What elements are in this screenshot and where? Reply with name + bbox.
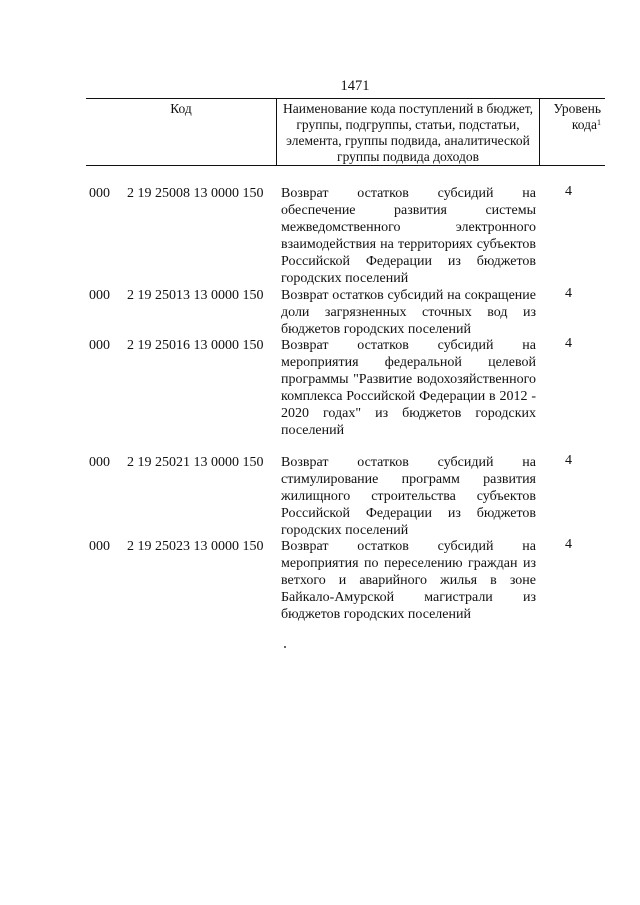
- scan-speck: [284, 646, 286, 648]
- row-code: 2 19 25013 13 0000 150: [127, 288, 264, 303]
- row-level: 4: [565, 537, 572, 552]
- page-number: 1471: [340, 78, 370, 94]
- row-level: 4: [565, 184, 572, 199]
- row-level: 4: [565, 453, 572, 468]
- row-name: Возврат остатков субсидий на стимулирование программ развития жилищного строительства субъектов Российской Федерации из бюджетов городских поселений: [281, 455, 536, 538]
- row-level: 4: [565, 286, 572, 301]
- row-code: 2 19 25016 13 0000 150: [127, 338, 264, 353]
- table-header: [86, 98, 605, 166]
- row-code: 2 19 25023 13 0000 150: [127, 539, 264, 554]
- row-level: 4: [565, 336, 572, 351]
- row-name: Возврат остатков субсидий на обеспечение развития системы межведомственного электронного взаимодействия на территориях субъектов Российской Федерации из бюджетов городских поселений: [281, 186, 536, 286]
- header-level-label: Уровень кода: [553, 101, 601, 132]
- header-level-footnote: 1: [597, 118, 601, 127]
- header-code: Код: [170, 101, 192, 116]
- row-name: Возврат остатков субсидий на мероприятия федеральной целевой программы "Развитие водохозяйственного комплекса Российской Федерации в 2012 - 2020 годах" из бюджетов городских поселений: [281, 338, 536, 438]
- row-prefix: 000: [89, 186, 110, 201]
- row-prefix: 000: [89, 288, 110, 303]
- row-code: 2 19 25021 13 0000 150: [127, 455, 264, 470]
- header-name: Наименование кода поступлений в бюджет, группы, подгруппы, статьи, подстатьи, элемента, группы подвида, аналитической группы подвида доходов: [276, 99, 540, 165]
- header-level: [540, 99, 605, 165]
- row-prefix: 000: [89, 539, 110, 554]
- row-name: Возврат остатков субсидий на сокращение доли загрязненных сточных вод из бюджетов городских поселений: [281, 288, 536, 337]
- row-code: 2 19 25008 13 0000 150: [127, 186, 264, 201]
- row-prefix: 000: [89, 338, 110, 353]
- row-prefix: 000: [89, 455, 110, 470]
- row-name: Возврат остатков субсидий на мероприятия по переселению граждан из ветхого и аварийного жилья в зоне Байкало-Амурской магистрали из бюджетов городских поселений: [281, 539, 536, 622]
